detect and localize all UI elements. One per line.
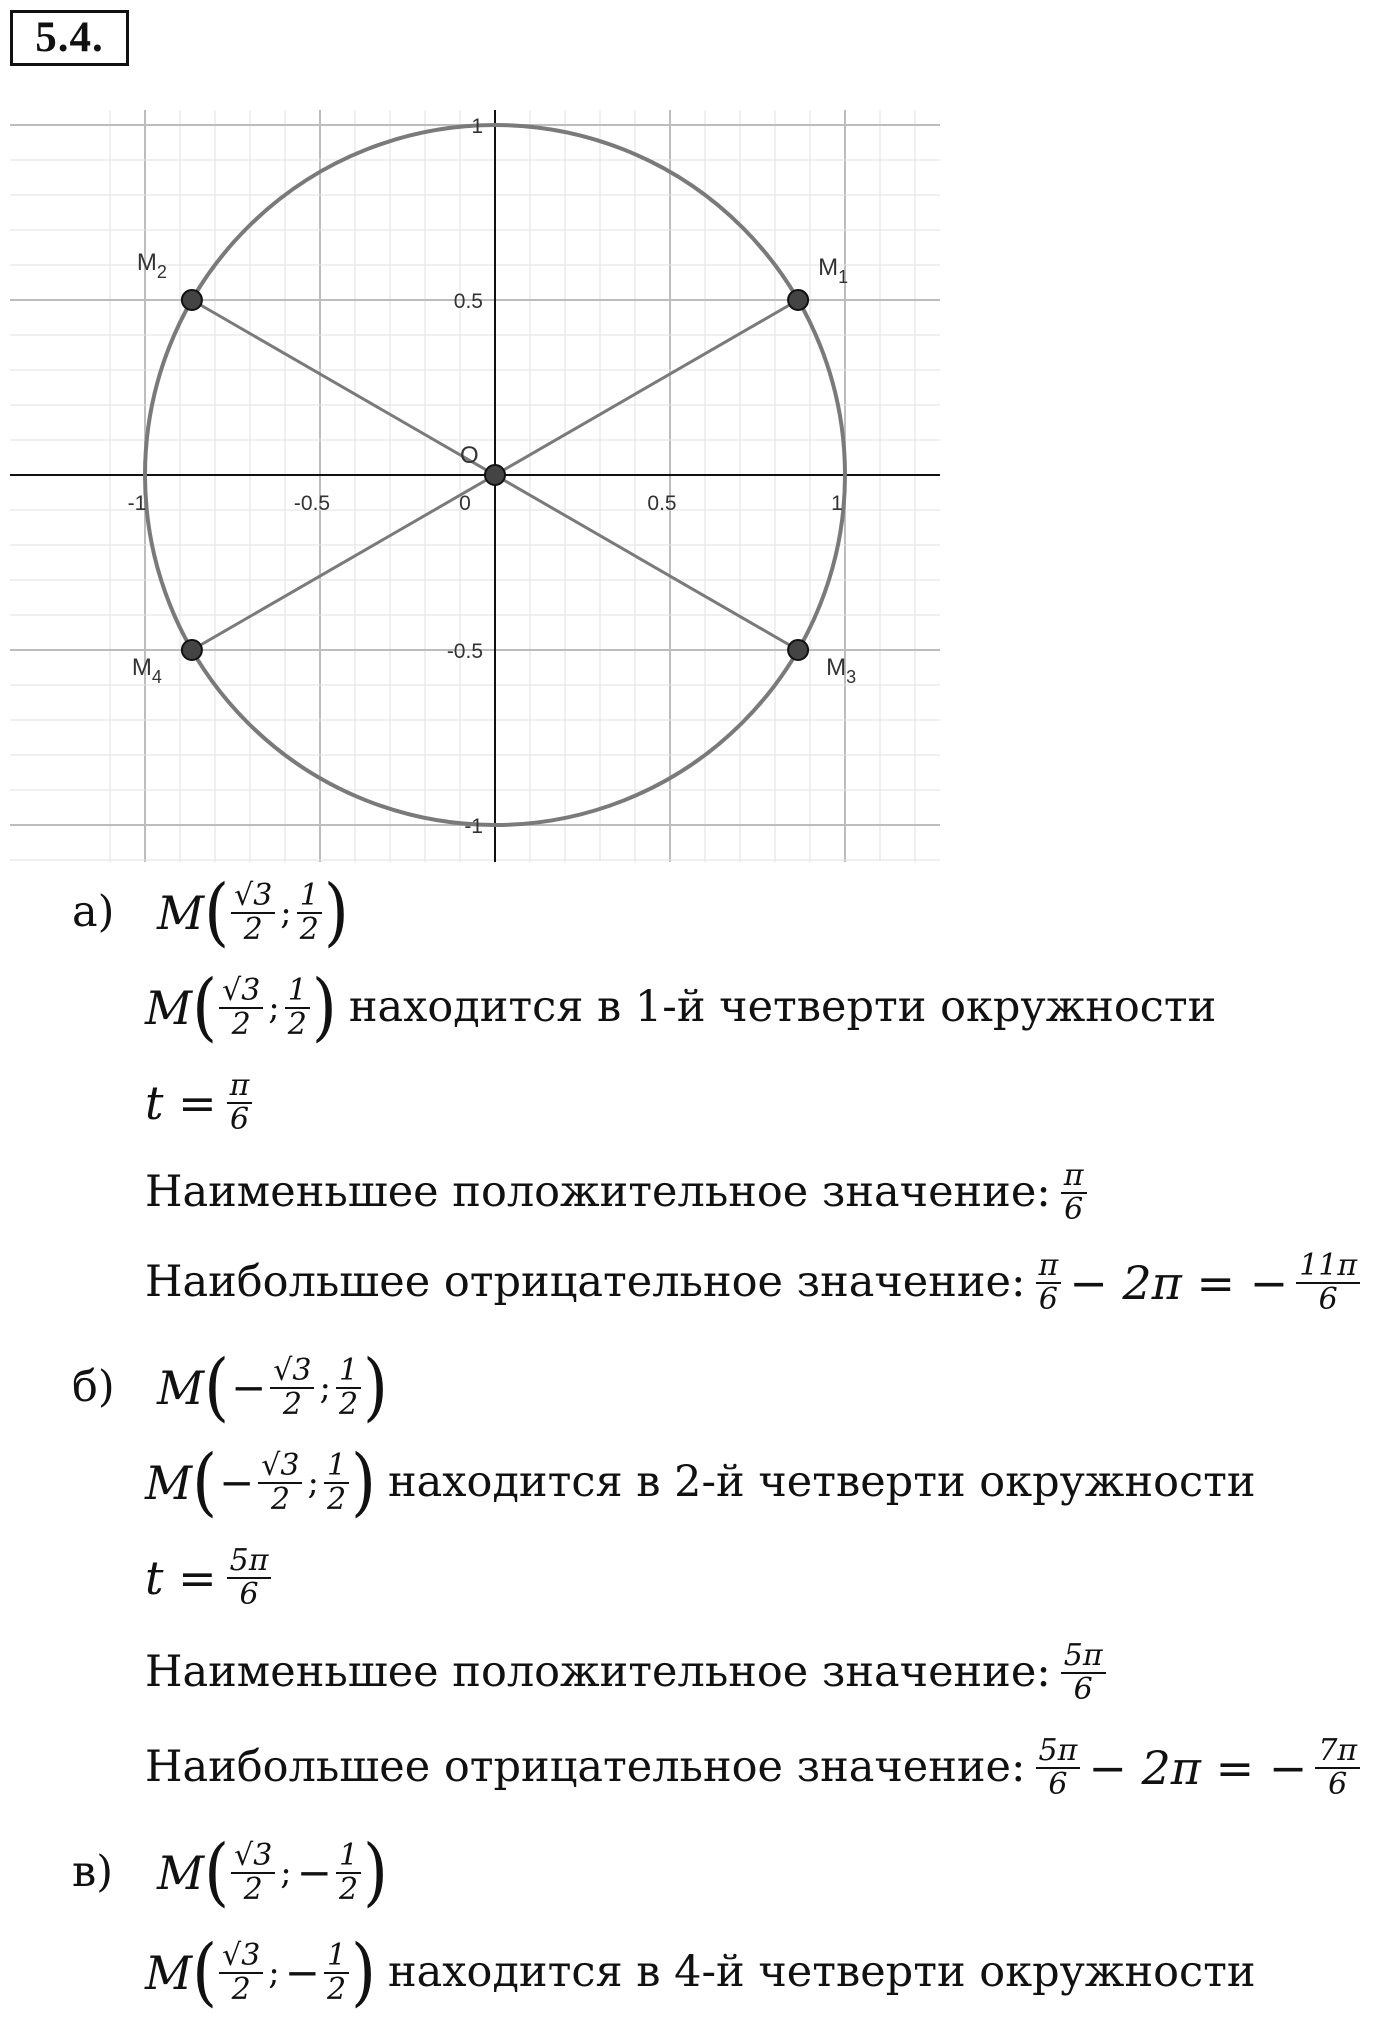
semicolon: ; [319, 1367, 331, 1408]
frac-1-over-2: $\frac{1}{2}$ [324, 1940, 349, 2005]
max-negative-mid: − 2π = − [1088, 1740, 1308, 1795]
frac-sqrt3-over-2: $\frac{√3}{2}$ [258, 1450, 302, 1515]
unit-circle-figure [0, 100, 950, 870]
frac-sqrt3-over-2: $\frac{√3}{2}$ [270, 1355, 314, 1420]
part-a-point [72, 869, 349, 956]
part-c-label: в) [72, 1847, 113, 1897]
frac-1-over-2: $\frac{1}{2}$ [336, 1840, 361, 1905]
semicolon: ; [268, 987, 280, 1028]
frac-sqrt3-over-2: $\frac{√3}{2}$ [219, 1940, 263, 2005]
quadrant-text: находится в 1-й четверти окружности [348, 982, 1217, 1032]
minus-sign: − [296, 1847, 332, 1897]
quadrant-text: находится в 4-й четверти окружности [388, 1947, 1256, 1997]
y-tick-label: 0.5 [453, 290, 483, 313]
part-a-label: а) [72, 887, 115, 937]
point-label-m4: $M_4$ [131, 654, 162, 687]
part-b-t [145, 1545, 273, 1610]
min-positive-value: $\frac{\pi}{6}$ [1061, 1160, 1087, 1225]
max-negative-mid: − 2π = − [1069, 1255, 1289, 1310]
point-m: M [145, 1945, 193, 2000]
t-value: $\frac{\pi}{6}$ [227, 1070, 253, 1135]
part-b-label: б) [72, 1362, 115, 1412]
part-a-min-positive [145, 1160, 1089, 1225]
point-m: M [145, 980, 193, 1035]
part-a-max-negative [145, 1250, 1362, 1315]
frac-1-over-2: $\frac{1}{2}$ [324, 1450, 349, 1515]
origin-label: O [460, 442, 479, 469]
part-a [72, 869, 349, 956]
point-label-m2: $M_2$ [136, 249, 167, 282]
origin-point [485, 465, 505, 485]
part-b-quadrant [145, 1439, 1256, 1526]
frac-1-over-2: $\frac{1}{2}$ [285, 975, 310, 1040]
semicolon: ; [268, 1952, 280, 1993]
part-b-min-positive [145, 1640, 1108, 1705]
point-m1 [788, 290, 808, 310]
max-negative-label: Наибольшее отрицательное значение: [145, 1257, 1026, 1307]
part-b-point [72, 1344, 389, 1431]
paren-open: ( [204, 1829, 230, 1916]
point-label-subscript: 3 [846, 667, 857, 687]
part-c-point [72, 1829, 389, 1916]
y-tick-label: -0.5 [446, 640, 483, 663]
min-positive-value: $\frac{5\pi}{6}$ [1061, 1640, 1106, 1705]
y-tick-label: -1 [464, 815, 483, 838]
point-m: M [157, 1360, 205, 1415]
quadrant-text: находится в 2-й четверти окружности [388, 1457, 1256, 1507]
minus-sign: − [284, 1947, 320, 1997]
paren-open: ( [192, 1439, 218, 1526]
paren-close: ) [363, 1829, 389, 1916]
paren-close: ) [363, 1344, 389, 1431]
paren-open: ( [204, 1344, 230, 1431]
x-tick-label: 0.5 [647, 492, 677, 515]
point-m3 [788, 640, 808, 660]
paren-open: ( [204, 869, 230, 956]
point-label-subscript: 2 [156, 262, 167, 282]
x-tick-label: 0 [459, 492, 471, 515]
paren-close: ) [311, 964, 337, 1051]
part-c-quadrant [145, 1929, 1256, 2016]
part-b-max-negative [145, 1735, 1362, 1800]
x-tick-label: 1 [831, 492, 843, 515]
part-a-t [145, 1070, 254, 1135]
point-label-m3: $M_3$ [826, 654, 857, 687]
paren-close: ) [351, 1439, 377, 1526]
point-label-subscript: 1 [838, 267, 849, 287]
frac-sqrt3-over-2: $\frac{√3}{2}$ [231, 1840, 275, 1905]
point-m: M [157, 885, 205, 940]
t-lhs: t = [145, 1075, 217, 1130]
problem-number: 5.4. [10, 10, 129, 66]
semicolon: ; [280, 892, 292, 933]
max-negative-frac: $\frac{\pi}{6}$ [1036, 1250, 1062, 1315]
frac-sqrt3-over-2: $\frac{√3}{2}$ [219, 975, 263, 1040]
point-m: M [145, 1455, 193, 1510]
point-label-subscript: 4 [151, 667, 162, 687]
minus-sign: − [219, 1457, 255, 1507]
min-positive-label: Наименьшее положительное значение: [145, 1167, 1051, 1217]
semicolon: ; [280, 1852, 292, 1893]
grid [10, 100, 940, 862]
max-negative-label: Наибольшее отрицательное значение: [145, 1742, 1026, 1792]
frac-1-over-2: $\frac{1}{2}$ [297, 880, 322, 945]
paren-close: ) [351, 1929, 377, 2016]
t-lhs: t = [145, 1550, 217, 1605]
part-a-quadrant [145, 964, 1217, 1051]
frac-1-over-2: $\frac{1}{2}$ [336, 1355, 361, 1420]
max-negative-result: $\frac{7\pi}{6}$ [1315, 1735, 1360, 1800]
max-negative-frac: $\frac{5\pi}{6}$ [1036, 1735, 1081, 1800]
point-m: M [157, 1845, 205, 1900]
point-m2 [182, 290, 202, 310]
max-negative-result: $\frac{11\pi}{6}$ [1296, 1250, 1360, 1315]
minus-sign: − [231, 1362, 267, 1412]
semicolon: ; [307, 1462, 319, 1503]
point-m4 [182, 640, 202, 660]
paren-close: ) [323, 869, 349, 956]
t-value: $\frac{5\pi}{6}$ [227, 1545, 272, 1610]
paren-open: ( [192, 1929, 218, 2016]
x-tick-label: -0.5 [293, 492, 331, 515]
frac-sqrt3-over-2: $\frac{√3}{2}$ [231, 880, 275, 945]
min-positive-label: Наименьшее положительное значение: [145, 1647, 1051, 1697]
point-label-m1: $M_1$ [818, 254, 849, 287]
y-tick-label: 1 [471, 115, 483, 138]
x-tick-label: -1 [127, 492, 147, 515]
paren-open: ( [192, 964, 218, 1051]
